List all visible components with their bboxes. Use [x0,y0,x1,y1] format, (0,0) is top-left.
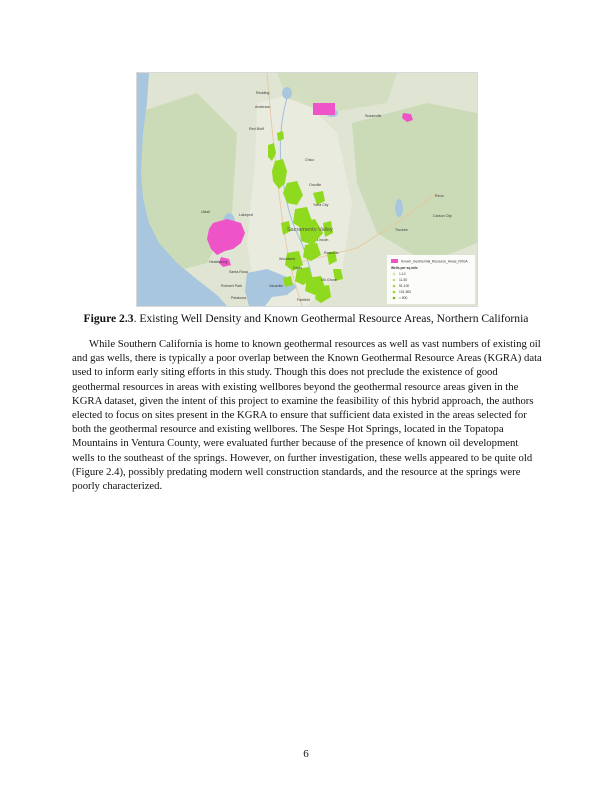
map-label-vacaville: Vacaville [269,284,284,288]
legend-class-label: > 500 [399,296,408,300]
map-label-susanville: Susanville [365,114,382,118]
legend-class-label: 51-100 [399,284,410,288]
map-label-roseville: Roseville [324,251,339,255]
page-number: 6 [303,748,309,760]
legend-kgra-label: Known_Geothermal_Resource_Areas_KRGA [401,259,468,264]
map-label-anderson: Anderson [255,105,271,109]
kgra-lassen [313,103,335,115]
map-label-petaluma: Petaluma [231,296,247,300]
shasta-lake [282,87,292,99]
figure-caption-text: . Existing Well Density and Known Geothermal Resource Areas, Northern California [133,312,529,325]
map-label-yuba-city: Yuba City [313,203,329,207]
legend-class-label: 101-500 [399,290,412,294]
map-label-ukiah: Ukiah [201,210,211,214]
legend-class-swatch [393,279,396,282]
legend-class-label: 1-10 [399,272,406,276]
figure-number: Figure 2.3 [83,312,134,325]
map-legend [387,255,475,304]
figure-caption [60,312,552,326]
legend-class-swatch [393,297,396,300]
map-label-santa-rosa: Santa Rosa [229,270,248,274]
map-label-carson-city: Carson City [433,214,452,218]
legend-class-swatch [393,291,396,294]
map-label-davis: Davis [293,266,302,270]
map-label-fairfield: Fairfield [297,298,310,302]
map-label-healdsburg: Healdsburg [209,260,228,264]
legend-wells-title: Wells per sq mile [391,266,418,270]
map-label-truckee: Truckee [395,228,408,232]
lake-tahoe [395,199,403,217]
body-paragraph: While Southern California is home to known geothermal resources as well as vast numbers of existing oil and gas wells, there is typically a poor overlap between the Known Geothermal Resource Areas (KGRA) data used to inform early siting efforts in this study. Though this does not preclude the existence of good geothermal resources in areas with existing wellbores beyond the geothermal resource areas given in the KGRA dataset, given the intent of this project to examine the feasibility of this hybrid approach, the authors elected to focus on sites present in the KGRA to ensure that sufficient data existed in the areas selected for both the geothermal resource and existing wellbores. The Sespe Hot Springs, located in the Topatopa Mountains in Ventura County, were evaluated further because of the presence of known oil development wells to the southeast of the springs. However, on further investigation, these wells appeared to be quite old (Figure 2.4), possibly predating modern well construction standards, and the resource at the springs were poorly characterized. [72,338,542,493]
map-label-lakeport: Lakeport [239,213,253,217]
map-canvas [137,73,477,306]
map-label-woodland: Woodland [279,257,296,261]
map-label-sacramento-valley: Sacramento Valley [287,227,333,233]
map-label-chico: Chico [305,158,315,162]
legend-class-swatch [393,273,396,276]
map-label-redding: Redding [256,91,270,95]
legend-kgra-swatch [391,259,398,263]
legend-class-label: 11-50 [399,278,408,282]
map-label-red-bluff: Red Bluff [249,127,264,131]
map-label-oroville: Oroville [309,183,322,187]
map-label-reno: Reno [435,194,444,198]
map-label-lincoln: Lincoln [317,238,329,242]
map-label-elk-grove: Elk Grove [321,278,337,282]
figure-map [136,72,478,307]
legend-class-swatch [393,285,396,288]
map-label-rohnert-park: Rohnert Park [221,284,243,288]
